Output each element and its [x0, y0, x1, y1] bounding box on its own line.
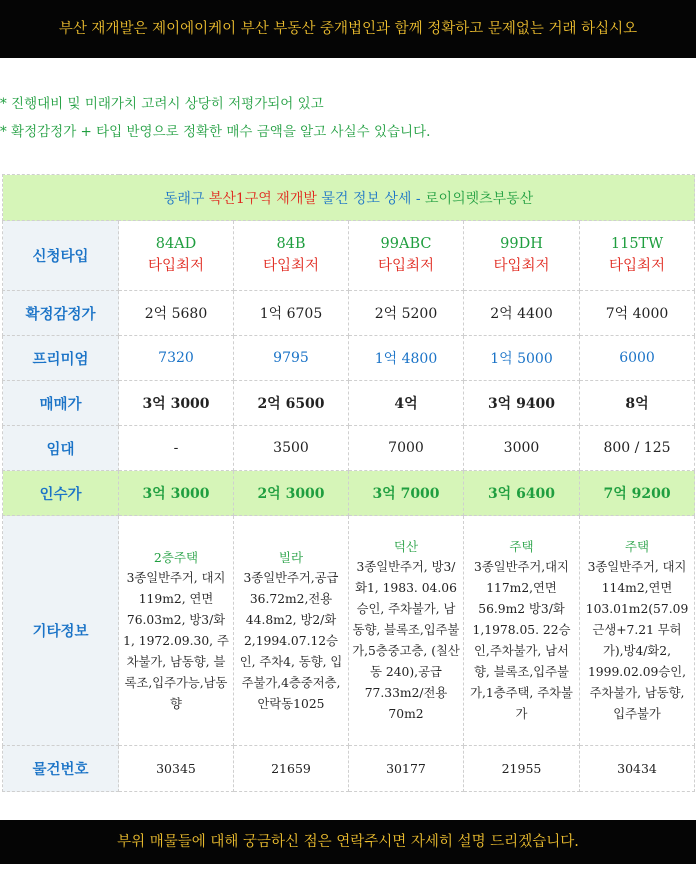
etc-cell: [580, 516, 695, 746]
appraisal-cell: 7억 4000: [580, 291, 695, 336]
number-cell: 30345: [119, 746, 234, 792]
row-label-appraisal: 확정감정가: [3, 291, 119, 336]
etc-kind: 빌라: [278, 549, 304, 565]
title-rest: 물건 정보 상세 -: [321, 190, 421, 207]
row-label-acquisition: 인수가: [3, 471, 119, 516]
etc-kind: 덕산: [393, 539, 419, 554]
sale-price-cell: 4억: [349, 381, 464, 426]
etc-cell: [464, 516, 580, 746]
table-title: [3, 175, 695, 221]
top-banner: 부산 재개발은 제이에이케이 부산 부동산 중개법인과 함께 정확하고 문제없는 거래 하십시오: [0, 0, 696, 58]
etc-text: 3종일반주거,대지117m2,연면 56.9m2 방3/화1,1978.05. 22승인,주차불가, 남서향, 블록조,입주불가,1층주택, 주차불가: [470, 560, 573, 721]
etc-kind: 주택: [624, 539, 650, 554]
premium-cell: 9795: [234, 336, 349, 381]
note-line: * 확정감정가 + 타입 반영으로 정확한 매수 금액을 알고 사실수 있습니다.: [0, 124, 431, 140]
lease-cell: 3000: [464, 426, 580, 471]
table-row: [3, 746, 695, 792]
acquisition-cell: 3억 6400: [464, 471, 580, 516]
property-info-table: [2, 174, 695, 792]
type-cell: [349, 221, 464, 291]
type-tag: 타입최저: [147, 258, 205, 274]
number-cell: 30177: [349, 746, 464, 792]
title-redev: 재개발: [276, 190, 317, 207]
type-cell: [119, 221, 234, 291]
sale-price-cell: 2억 6500: [234, 381, 349, 426]
type-code: 115TW: [610, 236, 664, 252]
row-label-sale: 매매가: [3, 381, 119, 426]
row-label-etc: 기타정보: [3, 516, 119, 746]
lease-cell: 7000: [349, 426, 464, 471]
sale-price-cell: 3억 3000: [119, 381, 234, 426]
etc-kind: 주택: [509, 539, 534, 554]
title-agency: 로이의렛츠부동산: [425, 190, 534, 207]
etc-text: 3종일반주거, 대지 114m2,연면 103.01m2(57.09 근생+7.21 무허가),방4/화2, 1999.02.09승인, 주차불가, 남동향, 입주불가: [585, 560, 689, 721]
appraisal-cell: 2억 4400: [464, 291, 580, 336]
number-cell: 21659: [234, 746, 349, 792]
row-label-number: 물건번호: [3, 746, 119, 792]
row-label-type: 신청타입: [3, 221, 119, 291]
etc-text: 3종일반주거, 방3/화1, 1983. 04.06승인, 주차불가, 남동향, 블록조,입주불가,5층중고층, (칠산동 240),공급 77.33m2/전용 70m2: [352, 560, 460, 721]
bottom-banner: 부위 매물들에 대해 궁금하신 점은 연락주시면 자세히 설명 드리겠습니다.: [0, 820, 696, 864]
table-row: [3, 221, 695, 291]
premium-cell: 1억 5000: [464, 336, 580, 381]
type-code: 84AD: [155, 236, 197, 252]
type-tag: 타입최저: [493, 258, 550, 274]
table-row: [3, 426, 695, 471]
type-cell: [580, 221, 695, 291]
table-row: [3, 516, 695, 746]
type-cell: [464, 221, 580, 291]
type-tag: 타입최저: [262, 258, 320, 274]
premium-cell: 1억 4800: [349, 336, 464, 381]
lease-cell: -: [119, 426, 234, 471]
etc-cell: [349, 516, 464, 746]
lease-cell: 3500: [234, 426, 349, 471]
sale-price-cell: 8억: [580, 381, 695, 426]
row-label-premium: 프리미엄: [3, 336, 119, 381]
type-cell: [234, 221, 349, 291]
table-row: [3, 471, 695, 516]
note-line: * 진행대비 및 미래가치 고려시 상당히 저평가되어 있고: [0, 96, 324, 112]
number-cell: 21955: [464, 746, 580, 792]
appraisal-cell: 2억 5200: [349, 291, 464, 336]
notes: [0, 92, 696, 148]
premium-cell: 6000: [580, 336, 695, 381]
sale-price-cell: 3억 9400: [464, 381, 580, 426]
title-zone: 복산1구역: [208, 190, 272, 207]
lease-cell: 800 / 125: [580, 426, 695, 471]
table-row: [3, 381, 695, 426]
acquisition-cell: 2억 3000: [234, 471, 349, 516]
type-code: 99DH: [500, 236, 543, 252]
acquisition-cell: 7억 9200: [580, 471, 695, 516]
etc-kind: 2층주택: [153, 549, 199, 565]
etc-cell: [119, 516, 234, 746]
etc-text: 3종일반주거,공급36.72m2,전용 44.8m2, 방2/화2,1994.07.12승인, 주차4, 동향, 입주불가,4층중저층,안락동1025: [239, 570, 343, 711]
type-code: 99ABC: [380, 236, 432, 252]
etc-text: 3종일반주거, 대지 119m2, 연면 76.03m2, 방3/화1, 1972.09.30, 주차불가, 남동향, 블록조,입주가능,남동향: [123, 570, 229, 711]
type-tag: 타입최저: [608, 258, 666, 274]
appraisal-cell: 1억 6705: [234, 291, 349, 336]
premium-cell: 7320: [119, 336, 234, 381]
acquisition-cell: 3억 3000: [119, 471, 234, 516]
type-code: 84B: [276, 236, 306, 252]
acquisition-cell: 3억 7000: [349, 471, 464, 516]
row-label-lease: 임대: [3, 426, 119, 471]
type-tag: 타입최저: [377, 258, 435, 274]
appraisal-cell: 2억 5680: [119, 291, 234, 336]
table-row: [3, 291, 695, 336]
table-row: [3, 336, 695, 381]
etc-cell: [234, 516, 349, 746]
number-cell: 30434: [580, 746, 695, 792]
title-district: 동래구: [163, 190, 205, 207]
